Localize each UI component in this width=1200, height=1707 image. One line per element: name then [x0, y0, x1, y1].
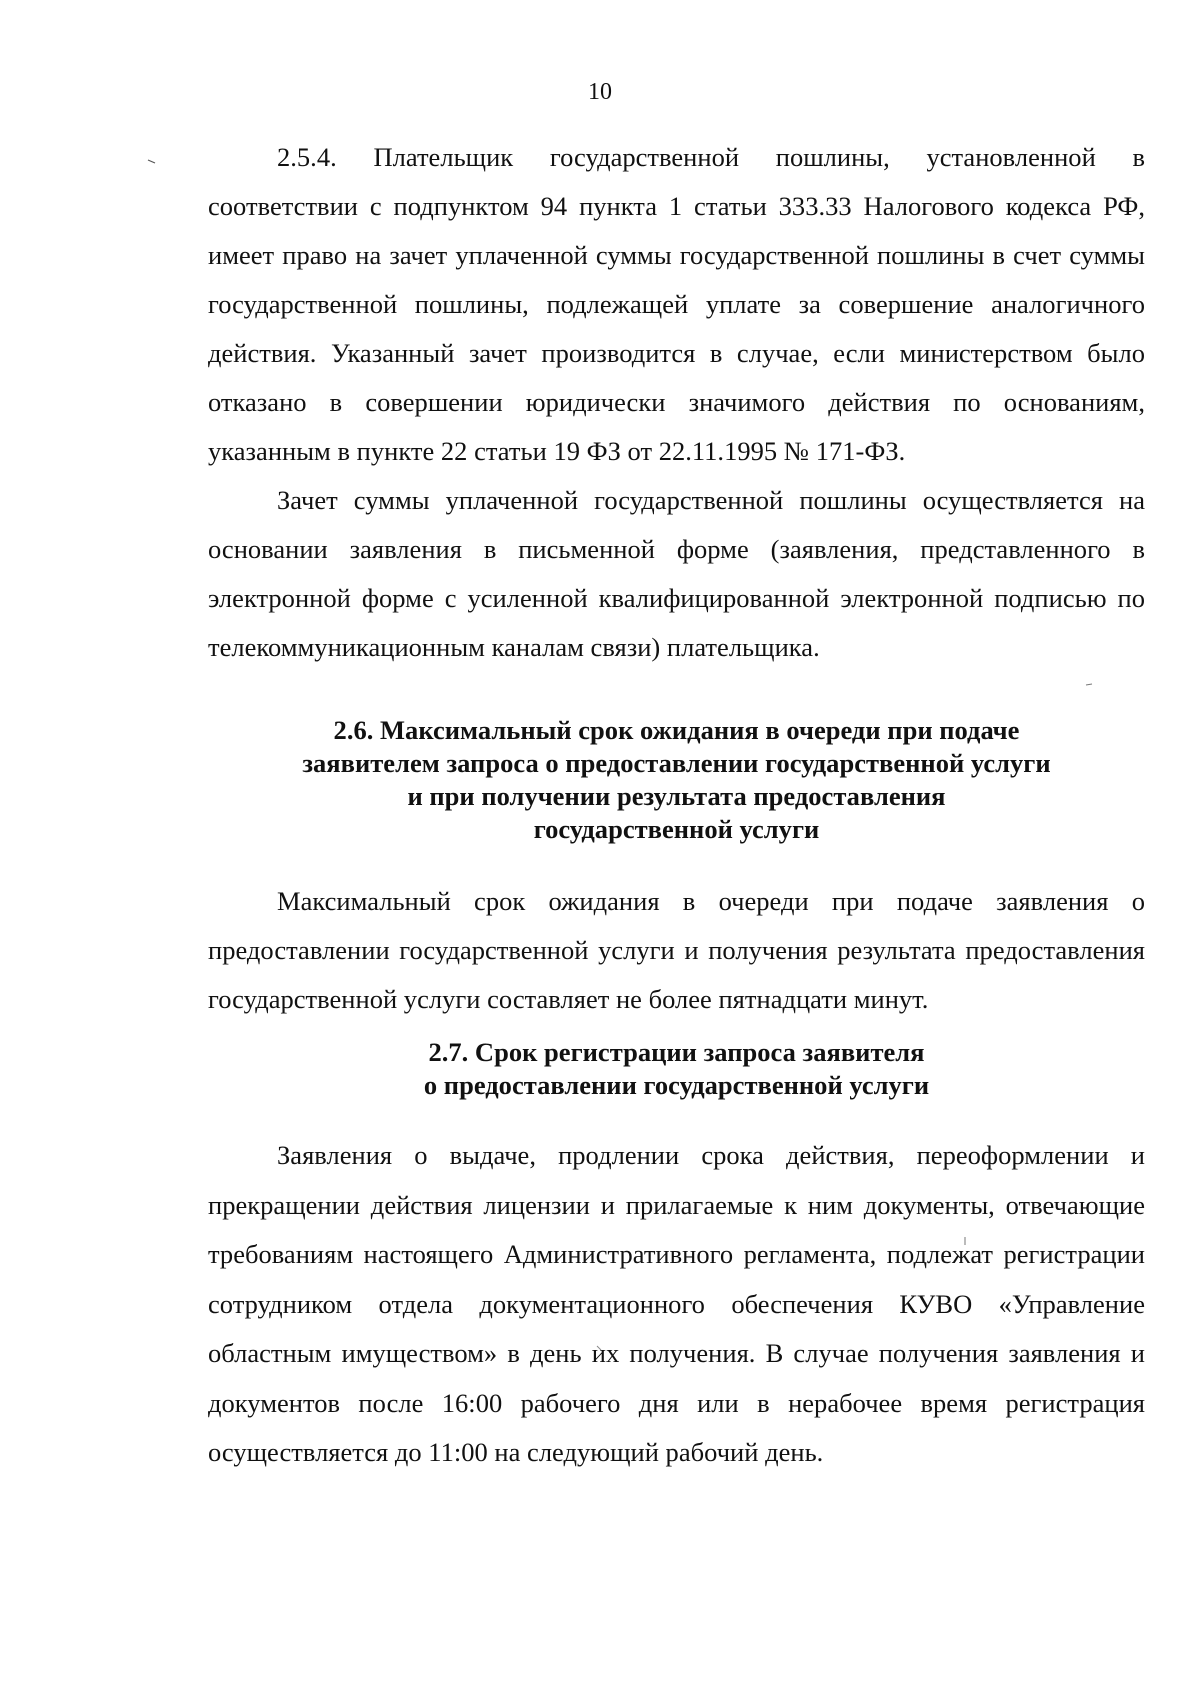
- paragraph-2-7: Заявления о выдаче, продлении срока действия, переоформлении и прекращении действия лицензии и прилагаемые к ним документы, отвечающие требованиям настоящего Административного регламента, подлежат регистрации сотрудником отдела документационного обеспечения КУВО «Управление областным имуществом» в день их получения. В случае получения заявления и документов после 16:00 рабочего дня или в нерабочее время регистрация осуществляется до 11:00 на следующий рабочий день.: [208, 1140, 1145, 1467]
- spacer: [208, 1102, 1145, 1131]
- page-number: 10: [588, 79, 612, 105]
- paragraph-2-6: Максимальный срок ожидания в очереди при подаче заявления о предоставлении государственной услуги и получения результата предоставления государственной услуги составляет не более пятнадцати минут.: [208, 886, 1145, 1014]
- section-2-6-title-line-1: 2.6. Максимальный срок ожидания в очереди при подаче: [333, 715, 1020, 745]
- scan-speck: [148, 160, 155, 163]
- section-2-6-title-line-4: государственной услуги: [533, 814, 820, 844]
- paragraph-2-5-4-main: 2.5.4. Плательщик государственной пошлины, установленной в соответствии с подпунктом 94 пункта 1 статьи 333.33 Налогового кодекса РФ, имеет право на зачет уплаченной суммы государственной пошлины в счет суммы государственной пошлины, подлежащей уплате за совершение аналогичного действия. Указанный зачет производится в случае, если министерством было отказано в совершении юридически значимого действия по основаниям, указанным в пункте 22 статьи 19 ФЗ от 22.11.1995 № 171-ФЗ.: [208, 142, 1145, 466]
- section-2-6-title-line-2: заявителем запроса о предоставлении государственной услуги: [302, 748, 1051, 778]
- document-content: [208, 133, 1145, 1478]
- section-2-6-heading: [208, 714, 1145, 846]
- section-2-7-title-line-2: о предоставлении государственной услуги: [423, 1070, 930, 1100]
- paragraph-2-5-4-offset: Зачет суммы уплаченной государственной пошлины осуществляется на основании заявления в письменной форме (заявления, представленного в электронной форме с усиленной квалифицированной электронной подписью по телекоммуникационным каналам связи) плательщика.: [208, 485, 1145, 662]
- spacer: [208, 672, 1145, 714]
- section-2-7-title-line-1: 2.7. Срок регистрации запроса заявителя: [428, 1037, 925, 1067]
- spacer: [208, 846, 1145, 877]
- section-2-6-title-line-3: и при получении результата предоставления: [407, 781, 946, 811]
- section-2-7-heading: [208, 1036, 1145, 1102]
- spacer: [208, 1024, 1145, 1036]
